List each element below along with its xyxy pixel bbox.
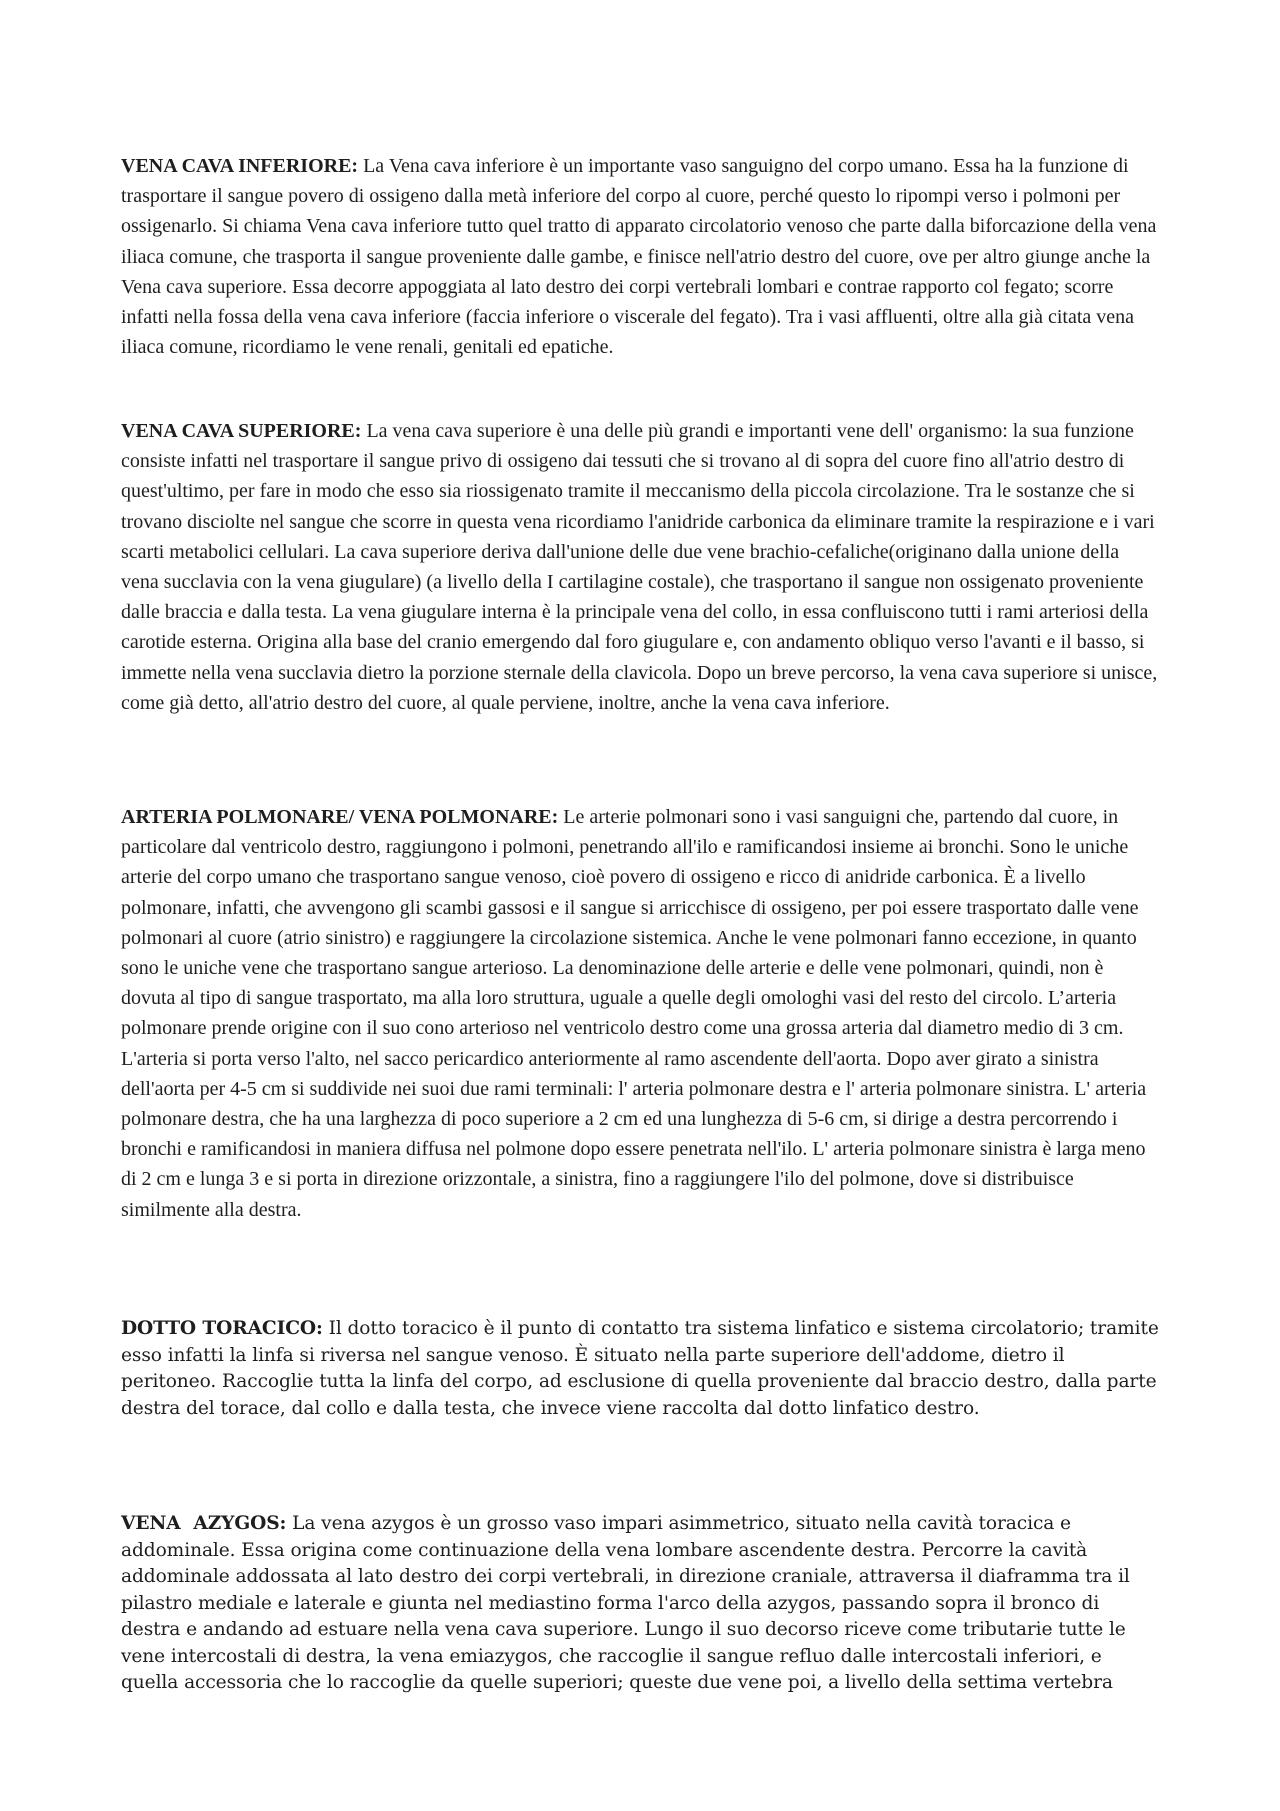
section-body: Le arterie polmonari sono i vasi sanguigni che, partendo dal cuore, in particolare dal ventricolo destro, raggiungono i polmoni, penetrando all'ilo e ramificandosi insieme ai bronchi. Sono le uniche arterie del corpo umano che trasportano sangue venoso, cioè povero di ossigeno e ricco di anidride carbonica. È a livello polmonare, infatti, che avvengono gli scambi gassosi e il sangue si arricchisce di ossigeno, per poi essere trasportato dalle vene polmonari al cuore (atrio sinistro) e raggiungere la circolazione sistemica. Anche le vene polmonari fanno eccezione, in quanto sono le uniche vene che trasportano sangue arterioso. La denominazione delle arterie e delle vene polmonari, quindi, non è dovuta al tipo di sangue trasportato, ma alla loro struttura, uguale a quelle degli omologhi vasi del resto del circolo. L’arteria polmonare prende origine con il suo cono arterioso nel ventricolo destro come una grossa arteria dal diametro medio di 3 cm. L'arteria si porta verso l'alto, nel sacco pericardico anteriormente al ramo ascendente dell'aorta. Dopo aver girato a sinistra dell'aorta per 4-5 cm si suddivide nei suoi due rami terminali: l' arteria polmonare destra e l' arteria polmonare sinistra. L' arteria polmonare destra, che ha una larghezza di poco superiore a 2 cm ed una lunghezza di 5-6 cm, si dirige a destra percorrendo i bronchi e ramificandosi in maniera diffusa nel polmone dopo essere penetrata nell'ilo. L' arteria polmonare sinistra è larga meno di 2 cm e lunga 3 e si porta in direzione orizzontale, a sinistra, fino a raggiungere l'ilo del polmone, dove si distribuisce similmente alla destra. (121, 806, 1147, 1221)
section-vena-cava-superiore (121, 416, 1161, 718)
section-body: La vena azygos è un grosso vaso impari asimmetrico, situato nella cavità toracica e addominale. Essa origina come continuazione della vena lombare ascendente destra. Percorre la cavità addominale addossata al lato destro dei corpi vertebrali, in direzione craniale, attraversa il diaframma tra il pilastro mediale e laterale e giunta nel mediastino forma l'arco della azygos, passando sopra il bronco di destra e andando ad estuare nella vena cava superiore. Lungo il suo decorso riceve come tributarie tutte le vene intercostali di destra, la vena emiazygos, che raccoglie il sangue refluo dalle intercostali inferiori, e quella accessoria che lo raccoglie da quelle superiori; queste due vene poi, a livello della settima vertebra (121, 1513, 1130, 1693)
section-heading: ARTERIA POLMONARE/ VENA POLMONARE: (121, 806, 559, 828)
section-heading: DOTTO TORACICO: (121, 1318, 323, 1339)
section-vena-azygos (121, 1511, 1161, 1697)
section-heading: VENA CAVA SUPERIORE: (121, 420, 362, 442)
section-arteria-vena-polmonare (121, 802, 1161, 1225)
section-heading: VENA CAVA INFERIORE: (121, 155, 359, 177)
section-dotto-toracico (121, 1316, 1161, 1422)
section-heading: VENA AZYGOS: (121, 1513, 287, 1534)
section-body: La Vena cava inferiore è un importante vaso sanguigno del corpo umano. Essa ha la funzione di trasportare il sangue povero di ossigeno dalla metà inferiore del corpo al cuore, perché questo lo ripompi verso i polmoni per ossigenarlo. Si chiama Vena cava inferiore tutto quel tratto di apparato circolatorio venoso che parte dalla biforcazione della vena iliaca comune, che trasporta il sangue proveniente dalle gambe, e finisce nell'atrio destro del cuore, ove per altro giunge anche la Vena cava superiore. Essa decorre appoggiata al lato destro dei corpi vertebrali lombari e contrae rapporto col fegato; scorre infatti nella fossa della vena cava inferiore (faccia inferiore o viscerale del fegato). Tra i vasi affluenti, oltre alla già citata vena iliaca comune, ricordiamo le vene renali, genitali ed epatiche. (121, 155, 1157, 359)
section-body: Il dotto toracico è il punto di contatto tra sistema linfatico e sistema circolatorio; tramite esso infatti la linfa si riversa nel sangue venoso. È situato nella parte superiore dell'addome, dietro il peritoneo. Raccoglie tutta la linfa del corpo, ad esclusione di quella proveniente dal braccio destro, dalla parte destra del torace, dal collo e dalla testa, che invece viene raccolta dal dotto linfatico destro. (121, 1318, 1159, 1419)
section-body: La vena cava superiore è una delle più grandi e importanti vene dell' organismo: la sua funzione consiste infatti nel trasportare il sangue privo di ossigeno dai tessuti che si trovano al di sopra del cuore fino all'atrio destro di quest'ultimo, per fare in modo che esso sia riossigenato tramite il meccanismo della piccola circolazione. Tra le sostanze che si trovano disciolte nel sangue che scorre in questa vena ricordiamo l'anidride carbonica da eliminare tramite la respirazione e i vari scarti metabolici cellulari. La cava superiore deriva dall'unione delle due vene brachio-cefaliche(originano dalla unione della vena succlavia con la vena giugulare) (a livello della I cartilagine costale), che trasportano il sangue non ossigenato proveniente dalle braccia e dalla testa. La vena giugulare interna è la principale vena del collo, in essa confluiscono tutti i rami arteriosi della carotide esterna. Origina alla base del cranio emergendo dal foro giugulare e, con andamento obliquo verso l'avanti e il basso, si immette nella vena succlavia dietro la porzione sternale della clavicola. Dopo un breve percorso, la vena cava superiore si unisce, come già detto, all'atrio destro del cuore, al quale perviene, inoltre, anche la vena cava inferiore. (121, 420, 1158, 714)
section-vena-cava-inferiore (121, 151, 1161, 362)
